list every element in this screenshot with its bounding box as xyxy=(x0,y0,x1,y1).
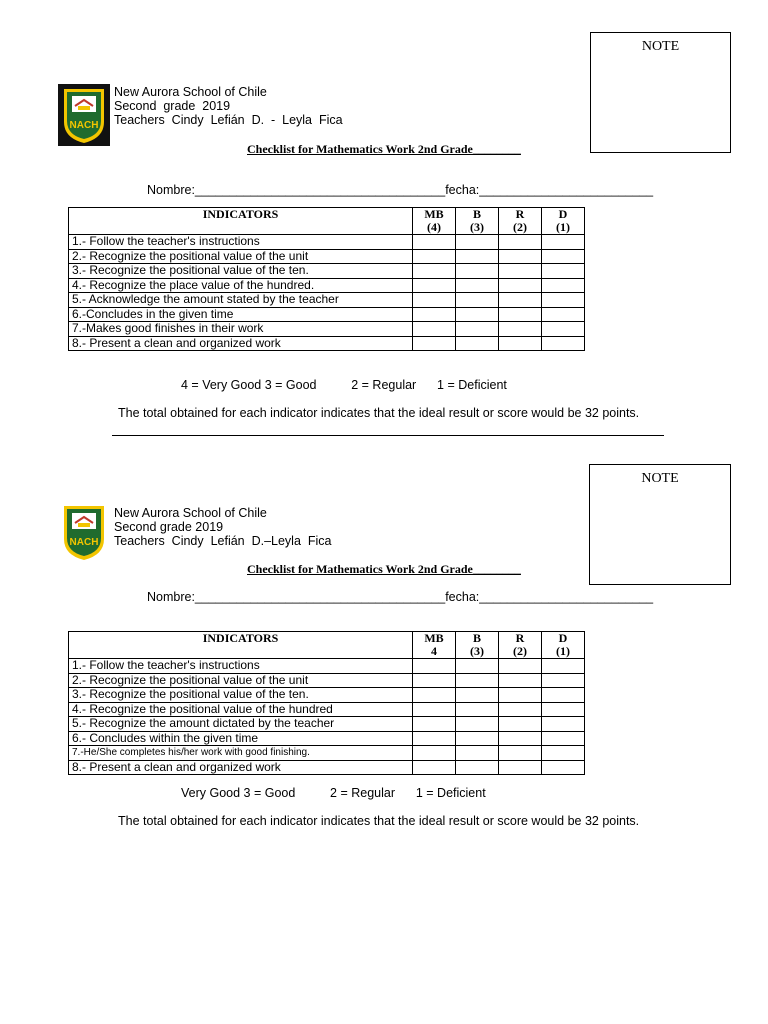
note-label: NOTE xyxy=(641,39,680,54)
school-teachers: Teachers Cindy Lefián D. - Leyla Fica xyxy=(114,113,343,127)
school-info xyxy=(114,85,343,127)
score-cell xyxy=(499,336,542,351)
note-box xyxy=(590,32,731,153)
score-cell xyxy=(413,307,456,322)
school-teachers: Teachers Cindy Lefián D.–Leyla Fica xyxy=(114,534,332,548)
indicators-table xyxy=(68,207,585,351)
indicator-text: 1.- Follow the teacher's instructions xyxy=(69,659,413,674)
score-cell xyxy=(499,659,542,674)
table-header-row xyxy=(69,208,585,235)
score-cell xyxy=(456,336,499,351)
indicator-text: 1.- Follow the teacher's instructions xyxy=(69,235,413,250)
score-cell xyxy=(542,746,585,761)
score-cell xyxy=(413,673,456,688)
indicators-header: INDICATORS xyxy=(69,632,413,659)
score-cell xyxy=(542,731,585,746)
indicator-text: 2.- Recognize the positional value of the unit xyxy=(69,249,413,264)
score-cell xyxy=(499,688,542,703)
col-mb-header: MB 4 xyxy=(413,632,456,659)
score-cell xyxy=(542,264,585,279)
indicator-text: 7.-Makes good finishes in their work xyxy=(69,322,413,337)
table-row xyxy=(69,249,585,264)
score-cell xyxy=(456,293,499,308)
score-cell xyxy=(413,760,456,775)
page-title: Checklist for Mathematics Work 2nd Grade________ xyxy=(247,142,521,156)
score-cell xyxy=(499,235,542,250)
table-row xyxy=(69,293,585,308)
score-cell xyxy=(499,249,542,264)
school-logo xyxy=(58,84,110,146)
school-name: New Aurora School of Chile xyxy=(114,85,267,99)
table-row xyxy=(69,731,585,746)
score-cell xyxy=(456,673,499,688)
score-cell xyxy=(542,278,585,293)
score-cell xyxy=(499,746,542,761)
school-grade: Second grade 2019 xyxy=(114,520,224,534)
score-cell xyxy=(413,717,456,732)
school-logo xyxy=(58,501,110,563)
indicator-text: 6.- Concludes within the given time xyxy=(69,731,413,746)
col-mb-header: MB (4) xyxy=(413,208,456,235)
school-grade: Second grade 2019 xyxy=(114,99,231,113)
score-cell xyxy=(456,717,499,732)
table-row xyxy=(69,235,585,250)
table-row xyxy=(69,659,585,674)
score-cell xyxy=(542,293,585,308)
name-date-line: Nombre:____________________________________fecha:_________________________ xyxy=(147,183,654,197)
score-cell xyxy=(542,717,585,732)
score-cell xyxy=(456,760,499,775)
score-cell xyxy=(413,731,456,746)
score-cell xyxy=(456,746,499,761)
indicator-text: 4.- Recognize the place value of the hundred. xyxy=(69,278,413,293)
score-cell xyxy=(413,688,456,703)
score-cell xyxy=(413,659,456,674)
score-cell xyxy=(542,235,585,250)
indicator-text: 4.- Recognize the positional value of the hundred xyxy=(69,702,413,717)
score-cell xyxy=(542,322,585,337)
score-cell xyxy=(413,249,456,264)
score-cell xyxy=(413,278,456,293)
score-cell xyxy=(413,264,456,279)
score-cell xyxy=(542,659,585,674)
table-row xyxy=(69,702,585,717)
table-row xyxy=(69,278,585,293)
score-cell xyxy=(542,688,585,703)
page-title: Checklist for Mathematics Work 2nd Grade________ xyxy=(247,562,521,576)
score-cell xyxy=(413,336,456,351)
table-row xyxy=(69,264,585,279)
score-cell xyxy=(456,235,499,250)
table-row xyxy=(69,307,585,322)
school-name: New Aurora School of Chile xyxy=(114,506,267,520)
school-info xyxy=(114,506,331,548)
indicator-text: 8.- Present a clean and organized work xyxy=(69,760,413,775)
indicator-text: 8.- Present a clean and organized work xyxy=(69,336,413,351)
score-cell xyxy=(542,702,585,717)
indicator-text: 6.-Concludes in the given time xyxy=(69,307,413,322)
indicator-text: 7.-He/She completes his/her work with good finishing. xyxy=(69,746,413,761)
note-box xyxy=(589,464,731,585)
score-cell xyxy=(456,659,499,674)
score-cell xyxy=(413,322,456,337)
score-cell xyxy=(456,264,499,279)
col-d-header: D (1) xyxy=(542,208,585,235)
col-r-header: R (2) xyxy=(499,208,542,235)
score-cell xyxy=(456,249,499,264)
indicators-header: INDICATORS xyxy=(69,208,413,235)
indicator-text: 3.- Recognize the positional value of the ten. xyxy=(69,688,413,703)
score-cell xyxy=(542,760,585,775)
col-b-header: B (3) xyxy=(456,632,499,659)
indicator-text: 5.- Acknowledge the amount stated by the teacher xyxy=(69,293,413,308)
note-label: NOTE xyxy=(641,471,679,486)
score-cell xyxy=(542,249,585,264)
score-cell xyxy=(413,235,456,250)
score-cell xyxy=(456,278,499,293)
score-cell xyxy=(499,717,542,732)
score-cell xyxy=(499,322,542,337)
score-cell xyxy=(456,688,499,703)
table-row xyxy=(69,760,585,775)
score-cell xyxy=(413,702,456,717)
logo-text: NACH xyxy=(69,537,99,548)
indicator-text: 3.- Recognize the positional value of the ten. xyxy=(69,264,413,279)
score-cell xyxy=(542,336,585,351)
rating-scale: 4 = Very Good 3 = Good 2 = Regular 1 = Deficient xyxy=(181,378,507,392)
table-row xyxy=(69,336,585,351)
score-cell xyxy=(499,673,542,688)
score-cell xyxy=(456,702,499,717)
table-row xyxy=(69,673,585,688)
score-cell xyxy=(499,731,542,746)
table-row xyxy=(69,717,585,732)
rating-scale: Very Good 3 = Good 2 = Regular 1 = Deficient xyxy=(181,786,486,800)
col-b-header: B (3) xyxy=(456,208,499,235)
score-cell xyxy=(499,293,542,308)
indicator-text: 5.- Recognize the amount dictated by the teacher xyxy=(69,717,413,732)
score-cell xyxy=(499,702,542,717)
score-cell xyxy=(456,307,499,322)
score-cell xyxy=(542,673,585,688)
table-row xyxy=(69,688,585,703)
col-d-header: D (1) xyxy=(542,632,585,659)
table-header-row xyxy=(69,632,585,659)
score-cell xyxy=(499,278,542,293)
indicator-text: 2.- Recognize the positional value of the unit xyxy=(69,673,413,688)
score-cell xyxy=(499,307,542,322)
score-cell xyxy=(499,760,542,775)
total-note: The total obtained for each indicator indicates that the ideal result or score would be 32 points. xyxy=(118,814,640,828)
score-cell xyxy=(456,322,499,337)
table-row xyxy=(69,322,585,337)
col-r-header: R (2) xyxy=(499,632,542,659)
score-cell xyxy=(499,264,542,279)
name-date-line: Nombre:____________________________________fecha:_________________________ xyxy=(147,590,654,604)
score-cell xyxy=(456,731,499,746)
logo-text: NACH xyxy=(69,120,99,131)
section-divider xyxy=(112,435,664,436)
indicators-table xyxy=(68,631,585,775)
score-cell xyxy=(413,746,456,761)
total-note: The total obtained for each indicator indicates that the ideal result or score would be 32 points. xyxy=(118,406,640,420)
score-cell xyxy=(413,293,456,308)
score-cell xyxy=(542,307,585,322)
table-row xyxy=(69,746,585,761)
